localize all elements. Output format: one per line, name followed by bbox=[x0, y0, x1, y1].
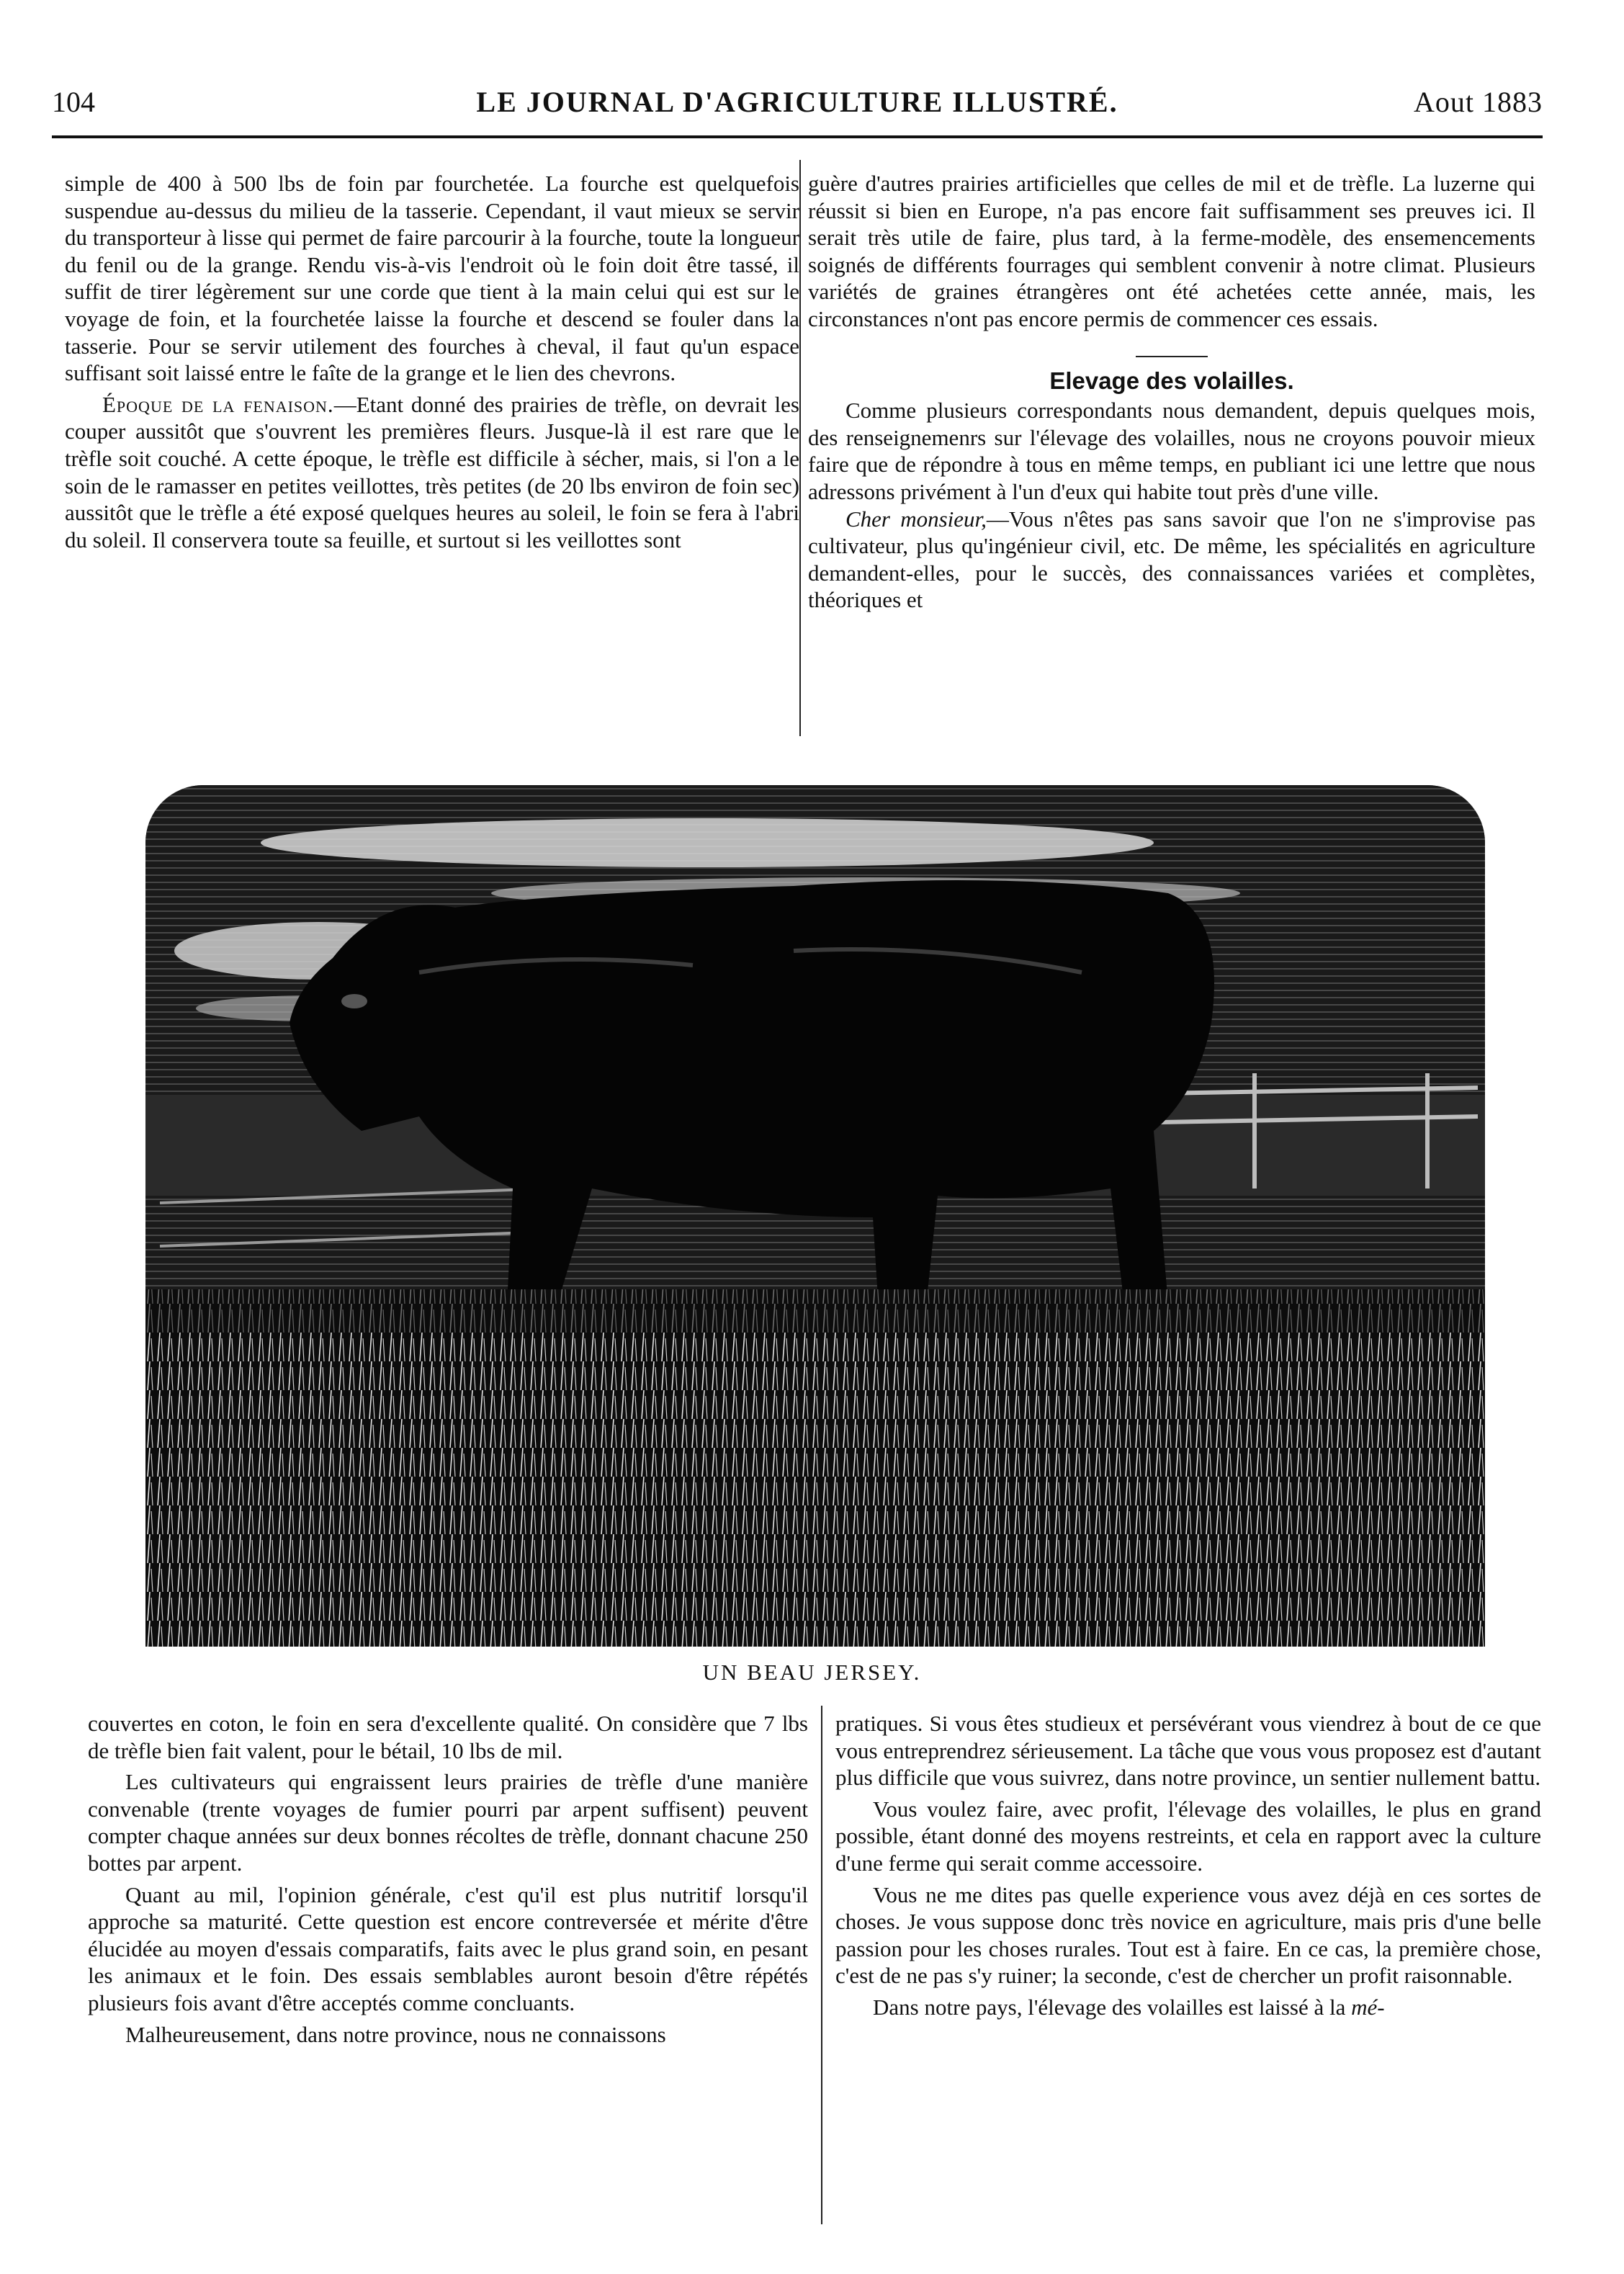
engraving-jersey-cow bbox=[145, 785, 1485, 1647]
column-divider bbox=[799, 160, 801, 736]
figure-caption: UN BEAU JERSEY. bbox=[702, 1660, 922, 1685]
column-bottom-right bbox=[835, 1710, 1541, 2229]
section-title: Elevage des volailles. bbox=[1049, 367, 1294, 394]
paragraph: Quant au mil, l'opinion générale, c'est qu'il est plus nutritif lorsqu'il approche sa maturité. Cette question est encore contreversée et mérite d'être élucidée au moyen d'essais comparatifs, faits avec le plus grand soin, en pesant les animaux et le foin. Des essais semblables auront besoin d'être répétés plusieurs fois avant d'être acceptés comme concluants. bbox=[88, 1881, 808, 2015]
paragraph-lead: Époque de la fenaison. bbox=[102, 391, 334, 417]
paragraph-continuation: mé- bbox=[1351, 1994, 1385, 2020]
cow-illustration bbox=[145, 785, 1485, 1647]
paragraph: Comme plusieurs correspondants nous demandent, depuis quelques mois, des renseignemenrs sur l'élevage des volailles, nous ne croyons pouvoir mieux faire que de répondre à tous en même temps, en publiant ici une lettre que nous adressons privément à l'un d'eux qui habite tout près d'une ville. bbox=[808, 398, 1535, 504]
paragraph: guère d'autres prairies artificielles que celles de mil et de trèfle. La luzerne qui réussit si bien en Europe, n'a pas encore fait suffisamment ses preuves ici. Il serait très utile de faire, plus tard, à la ferme-modèle, des ensemencements soignés de différents fourrages qui semblent convenir à notre climat. Plusieurs variétés de graines étrangères ont été achetées cette année, mais, les circonstances n'ont pas encore permis de commencer ces essais. bbox=[808, 171, 1535, 331]
paragraph bbox=[65, 391, 799, 554]
paragraph bbox=[808, 506, 1535, 614]
paragraph: Les cultivateurs qui engraissent leurs prairies de trèfle d'une manière convenable (trente voyages de fumier pourri par arpent suffisent) peuvent compter chaque années sur deux bonnes récoltes de trèfle, donnant chacune 250 bottes par arpent. bbox=[88, 1769, 808, 1876]
grass-foreground bbox=[145, 1289, 1485, 1647]
header-rule bbox=[52, 135, 1543, 138]
running-header bbox=[52, 79, 1543, 122]
paragraph: Malheureusement, dans notre province, nous ne connaissons bbox=[125, 2021, 666, 2047]
issue-date: Aout 1883 bbox=[1414, 86, 1543, 118]
column-divider bbox=[821, 1706, 822, 2224]
page-number: 104 bbox=[52, 86, 95, 118]
paragraph: Vous voulez faire, avec profit, l'élevage des volailles, le plus en grand possible, étant donné des moyens restreints, et cela en rapport avec la culture d'une ferme qui serait comme accessoire. bbox=[835, 1796, 1541, 1876]
paragraph bbox=[835, 1994, 1541, 2021]
column-top-right bbox=[808, 170, 1535, 739]
paragraph-text: Dans notre pays, l'élevage des volailles est laissé à la bbox=[873, 1994, 1352, 2020]
column-top-left bbox=[65, 170, 799, 732]
section-rule bbox=[1136, 356, 1208, 357]
paragraph: simple de 400 à 500 lbs de foin par fourchetée. La fourche est quelquefois suspendue au-dessus du milieu de la tasserie. Cependant, il vaut mieux se servir du transporteur à lisse qui permet de faire parcourir à la fourche, toute la longueur du fenil ou de la grange. Rendu vis-à-vis l'endroit où le foin doit être tassé, il suffit de tirer légèrement sur une corde que tient à la main celui qui est sur le voyage de foin, et la fourchetée laisse la fourche et descend se fouler dans la tasserie. Pour se servir utilement des fourches à cheval, il faut qu'un espace suffisant soit laissé entre le faîte de la grange et le lien des chevrons. bbox=[65, 171, 799, 386]
salutation: Cher monsieur, bbox=[845, 506, 987, 532]
column-bottom-left bbox=[88, 1710, 808, 2229]
paragraph-text: —Vous n'êtes pas sans savoir que l'on ne s'improvise pas cultivateur, plus qu'ingénieur civil, etc. De même, les spécialités en agriculture demandent-elles, pour le succès, des connaissances variées et complètes, théoriques et bbox=[808, 506, 1535, 613]
paragraph: Vous ne me dites pas quelle experience vous avez déjà en ces sortes de choses. Je vous suppose donc très novice en agriculture, mais pris d'une belle passion pour les choses rurales. Tout est à faire. En ce cas, la première chose, c'est de ne pas s'y ruiner; la seconde, c'est de chercher un profit raisonnable. bbox=[835, 1881, 1541, 1989]
paragraph-text: —Etant donné des prairies de trèfle, on devrait les couper aussitôt que s'ouvrent les premières fleurs. Jusque-là il est rare que le trèfle soit couché. A cette époque, le trèfle est difficile à sécher, mais, si l'on a le soin de le ramasser en petites veillottes, très petites (de 20 lbs environ de foin sec) aussitôt que le trèfle a été exposé quelques heures au soleil, le foin se fera à l'abri du soleil. Il conservera toute sa feuille, et surtout si les veillottes sont bbox=[65, 391, 799, 552]
paragraph: pratiques. Si vous êtes studieux et persévérant vous viendrez à bout de ce que vous entreprendrez sérieusement. La tâche que vous vous proposez est d'autant plus difficile que vous suivrez, dans notre province, un sentier nullement battu. bbox=[835, 1711, 1541, 1791]
journal-title: LE JOURNAL D'AGRICULTURE ILLUSTRÉ. bbox=[476, 86, 1118, 118]
paragraph: couvertes en coton, le foin en sera d'excellente qualité. On considère que 7 lbs de trèfle bien fait valent, pour le bétail, 10 lbs de mil. bbox=[88, 1711, 808, 1763]
